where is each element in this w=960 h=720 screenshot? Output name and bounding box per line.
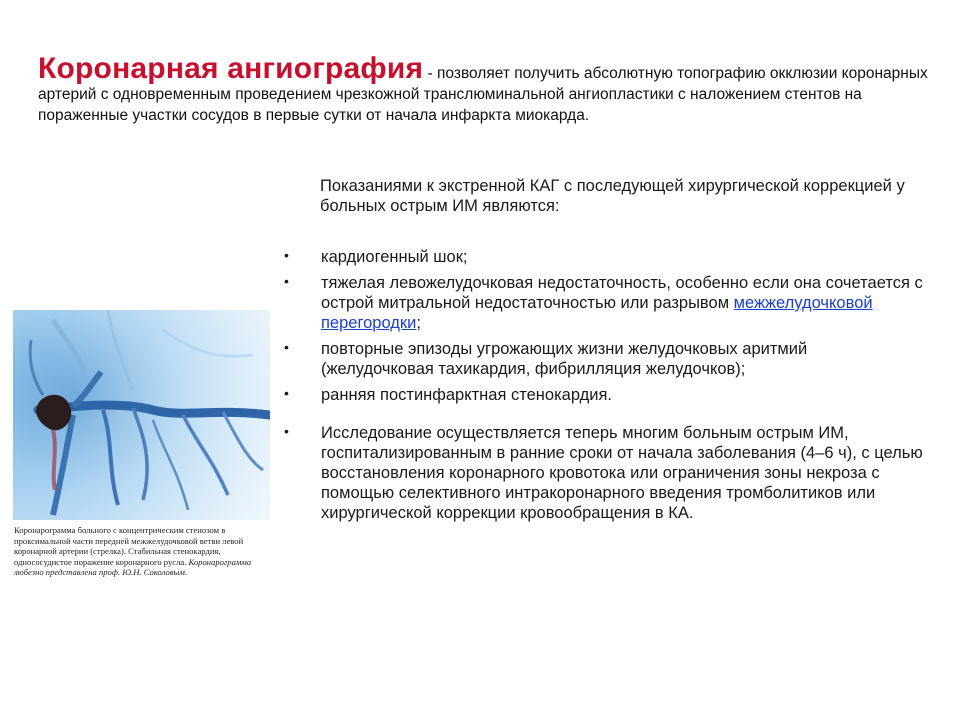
- angiogram-image: [13, 310, 270, 520]
- list-item: [284, 247, 924, 267]
- septum-link[interactable]: межжелудочковой перегородки: [321, 294, 873, 332]
- bullet-icon: •: [284, 385, 289, 401]
- slide-title: Коронарная ангиография: [38, 52, 424, 85]
- list-item-text: кардиогенный шок;: [321, 248, 468, 266]
- note-text: Исследование осуществляется теперь многим больным острым ИМ, госпитализированным в ранние сроки от начала заболевания (4–6 ч), с целью восстановления коронарного кровотока или ограничения зоны некроза с помощью селективного интракоронарного введения тромболитиков или хирургической коррекции кровообращения в КА.: [321, 424, 923, 522]
- list-item-text: тяжелая левожелудочковая недостаточность, особенно если она сочетается с острой митральной недостаточностью или разрывом: [321, 274, 923, 312]
- figure-caption: [14, 525, 272, 578]
- list-item: [284, 273, 924, 333]
- list-item-note: [284, 423, 924, 523]
- angiogram-illustration: [13, 310, 270, 520]
- bullet-icon: •: [284, 273, 289, 289]
- indications-intro: Показаниями к экстренной КАГ с последующей хирургической коррекцией у больных острым ИМ являются:: [320, 177, 905, 215]
- list-item-text: ранняя постинфарктная стенокардия.: [321, 386, 612, 404]
- slide-header: [38, 52, 938, 126]
- title-description: - позволяет получить абсолютную топографию окклюзии коронарных артерий с одновременным проведением чрезкожной транслюминальной ангиопластики с наложением стентов на пораженные участки сосудов в первые сутки от начала инфаркта миокарда.: [38, 65, 928, 124]
- list-item-text-end: ;: [416, 314, 421, 332]
- bullet-icon: •: [284, 423, 289, 439]
- list-item-text: повторные эпизоды угрожающих жизни желудочковых аритмий (желудочковая тахикардия, фибрилляция желудочков);: [321, 340, 808, 378]
- list-item: [284, 339, 924, 379]
- indications-list: [284, 247, 924, 529]
- caption-credit: Коронарограмма любезно представлена проф. Ю.Н. Соколовым.: [14, 556, 252, 577]
- list-item: [284, 385, 924, 405]
- bullet-icon: •: [284, 339, 289, 355]
- caption-text: Коронарограмма больного с концентрическим стенозом в проксимальной части передней межжелудочковой ветви левой коронарной артерии (стрелка). Стабильная стенокардия, односоcудистое поражение коронарного русла.: [14, 525, 244, 567]
- bullet-icon: •: [284, 247, 289, 263]
